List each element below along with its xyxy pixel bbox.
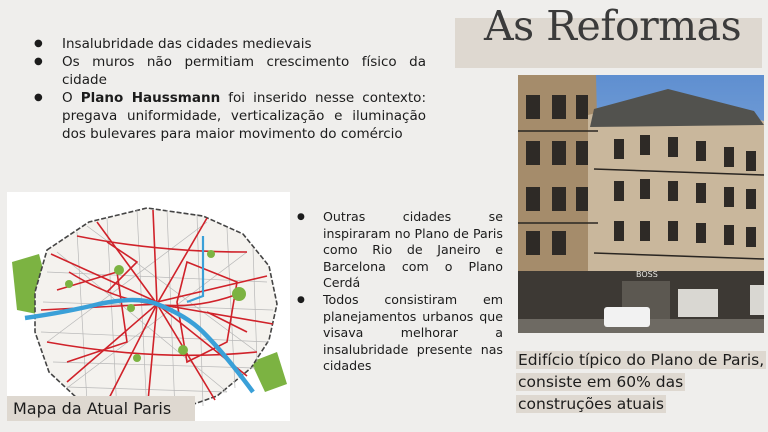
bullet-item: ● Outras cidades se inspiraram no Plano de Paris como Rio de Janeiro e Barcelona com o Plano Cerdá	[297, 209, 503, 292]
map-park	[65, 280, 73, 288]
bullet-item: ● Insalubridade das cidades medievais	[34, 35, 426, 53]
map-park	[127, 304, 135, 312]
awning	[750, 285, 764, 315]
bullet-item	[34, 89, 426, 143]
map-park	[178, 345, 188, 355]
map-illustration	[7, 192, 290, 421]
haussmann-building-photo	[518, 75, 764, 333]
building-illustration	[518, 75, 764, 333]
bullet-item: ● Todos consistiram em planejamentos urbanos que visava melhorar a insalubridade presente nas cidades	[297, 292, 503, 375]
awning	[678, 289, 718, 317]
paris-map-image	[7, 192, 290, 421]
shop-sign: BOSS	[636, 270, 658, 279]
bullet-text: foi inserido nesse contexto: pregava uniformidade, verticalização e iluminação dos bulevares para maior movimento do comércio	[62, 90, 426, 142]
map-park	[114, 265, 124, 275]
map-park	[232, 287, 246, 301]
bullet-item: ● Os muros não permitiam crescimento físico da cidade	[34, 53, 426, 89]
photo-caption	[516, 349, 768, 415]
bullet-text: O	[62, 90, 81, 106]
main-bullet-list	[34, 35, 426, 143]
map-park	[133, 354, 141, 362]
bullet-bold-text: Plano Haussmann	[80, 90, 221, 106]
side-bullet-list	[297, 209, 503, 375]
map-park	[207, 250, 215, 258]
map-caption: Mapa da Atual Paris	[7, 396, 195, 421]
car	[604, 307, 650, 327]
photo-caption-text: Edifício típico do Plano de Paris, consiste em 60% das construções atuais	[518, 351, 765, 413]
slide-title: As Reformas	[484, 2, 742, 50]
